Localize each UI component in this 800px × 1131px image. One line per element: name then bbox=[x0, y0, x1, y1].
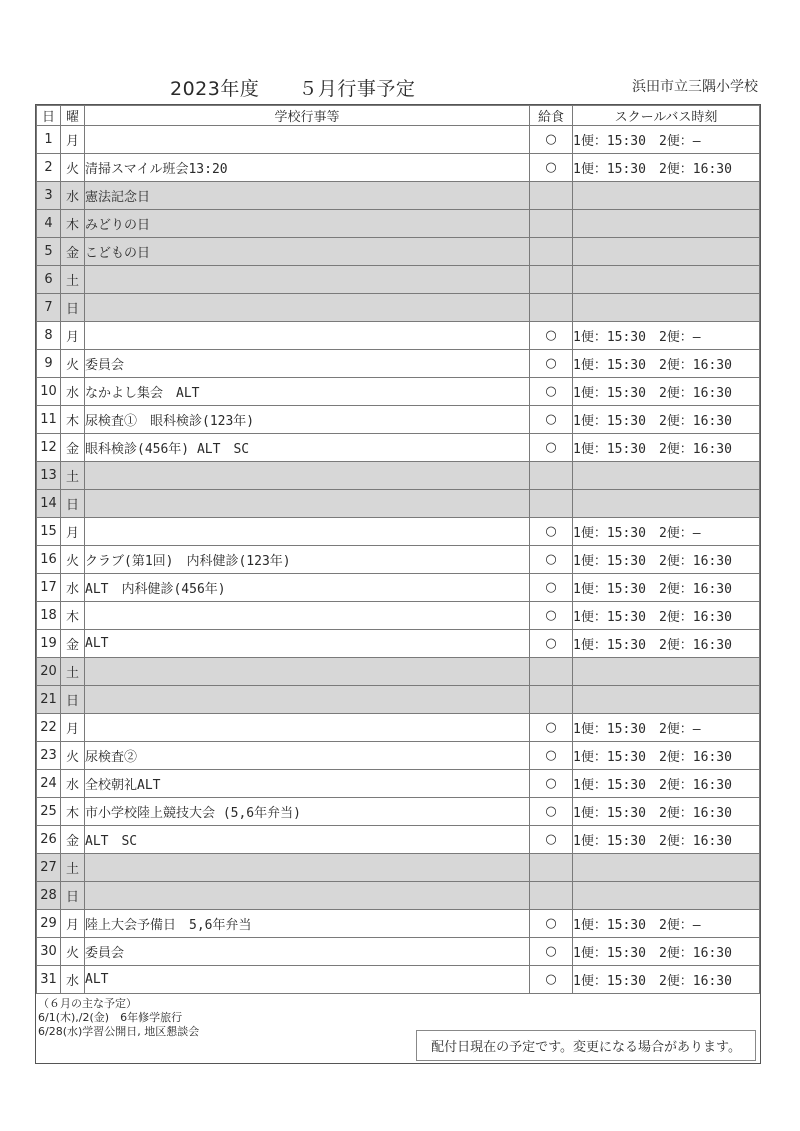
bus-time-cell: 1便：15:30 2便：16:30 bbox=[573, 154, 760, 182]
table-row bbox=[37, 518, 760, 546]
lunch-cell bbox=[530, 658, 573, 686]
lunch-cell bbox=[530, 882, 573, 910]
table-row bbox=[37, 294, 760, 322]
bus-time-cell: 1便：15:30 2便：16:30 bbox=[573, 602, 760, 630]
event-cell: 委員会 bbox=[85, 938, 530, 966]
weekday-cell: 木 bbox=[61, 602, 85, 630]
weekday-cell: 水 bbox=[61, 182, 85, 210]
bus-time-cell: 1便：15:30 2便：16:30 bbox=[573, 630, 760, 658]
event-cell: ALT bbox=[85, 630, 530, 658]
table-row bbox=[37, 266, 760, 294]
day-cell: 8 bbox=[37, 322, 61, 350]
lunch-cell: ○ bbox=[530, 602, 573, 630]
bus-time-cell: 1便：15:30 2便：16:30 bbox=[573, 826, 760, 854]
weekday-cell: 金 bbox=[61, 630, 85, 658]
weekday-cell: 火 bbox=[61, 350, 85, 378]
weekday-cell: 日 bbox=[61, 490, 85, 518]
event-cell bbox=[85, 294, 530, 322]
event-cell bbox=[85, 686, 530, 714]
weekday-cell: 日 bbox=[61, 882, 85, 910]
lunch-cell: ○ bbox=[530, 938, 573, 966]
day-cell: 28 bbox=[37, 882, 61, 910]
event-cell: なかよし集会 ALT bbox=[85, 378, 530, 406]
bus-time-cell: 1便：15:30 2便：― bbox=[573, 322, 760, 350]
event-cell: 憲法記念日 bbox=[85, 182, 530, 210]
lunch-cell: ○ bbox=[530, 350, 573, 378]
event-cell: 眼科検診(456年) ALT SC bbox=[85, 434, 530, 462]
day-cell: 13 bbox=[37, 462, 61, 490]
day-cell: 23 bbox=[37, 742, 61, 770]
event-cell bbox=[85, 602, 530, 630]
table-row bbox=[37, 938, 760, 966]
table-row bbox=[37, 126, 760, 154]
bus-time-cell: 1便：15:30 2便：16:30 bbox=[573, 938, 760, 966]
bus-time-cell: 1便：15:30 2便：16:30 bbox=[573, 378, 760, 406]
event-cell: 市小学校陸上競技大会 (5,6年弁当) bbox=[85, 798, 530, 826]
day-cell: 5 bbox=[37, 238, 61, 266]
event-cell: 清掃スマイル班会13:20 bbox=[85, 154, 530, 182]
event-cell: みどりの日 bbox=[85, 210, 530, 238]
event-cell bbox=[85, 126, 530, 154]
table-row bbox=[37, 182, 760, 210]
bus-time-cell bbox=[573, 238, 760, 266]
weekday-cell: 火 bbox=[61, 742, 85, 770]
event-cell: こどもの日 bbox=[85, 238, 530, 266]
event-cell: ALT 内科健診(456年) bbox=[85, 574, 530, 602]
lunch-cell: ○ bbox=[530, 434, 573, 462]
weekday-cell: 月 bbox=[61, 910, 85, 938]
day-cell: 17 bbox=[37, 574, 61, 602]
day-cell: 14 bbox=[37, 490, 61, 518]
table-row bbox=[37, 350, 760, 378]
table-row bbox=[37, 686, 760, 714]
bus-time-cell bbox=[573, 182, 760, 210]
lunch-cell: ○ bbox=[530, 714, 573, 742]
bus-time-cell bbox=[573, 294, 760, 322]
bus-time-cell bbox=[573, 462, 760, 490]
day-cell: 1 bbox=[37, 126, 61, 154]
bus-time-cell: 1便：15:30 2便：― bbox=[573, 126, 760, 154]
note-line: （６月の主な予定） bbox=[38, 997, 137, 1010]
weekday-cell: 月 bbox=[61, 518, 85, 546]
weekday-cell: 水 bbox=[61, 378, 85, 406]
table-row bbox=[37, 574, 760, 602]
weekday-cell: 月 bbox=[61, 322, 85, 350]
note-line: 6/28(水)学習公開日, 地区懇談会 bbox=[38, 1025, 200, 1038]
weekday-cell: 土 bbox=[61, 658, 85, 686]
weekday-cell: 木 bbox=[61, 406, 85, 434]
weekday-cell: 火 bbox=[61, 154, 85, 182]
lunch-cell: ○ bbox=[530, 322, 573, 350]
event-cell bbox=[85, 882, 530, 910]
weekday-cell: 日 bbox=[61, 294, 85, 322]
day-cell: 20 bbox=[37, 658, 61, 686]
lunch-cell bbox=[530, 266, 573, 294]
table-row bbox=[37, 966, 760, 994]
col-header-day: 日 bbox=[37, 106, 61, 126]
day-cell: 9 bbox=[37, 350, 61, 378]
bus-time-cell: 1便：15:30 2便：16:30 bbox=[573, 546, 760, 574]
table-row bbox=[37, 602, 760, 630]
weekday-cell: 木 bbox=[61, 798, 85, 826]
lunch-cell: ○ bbox=[530, 378, 573, 406]
day-cell: 6 bbox=[37, 266, 61, 294]
table-row bbox=[37, 714, 760, 742]
table-row bbox=[37, 322, 760, 350]
event-cell bbox=[85, 658, 530, 686]
bus-time-cell: 1便：15:30 2便：16:30 bbox=[573, 798, 760, 826]
bus-time-cell: 1便：15:30 2便：― bbox=[573, 518, 760, 546]
june-notes bbox=[38, 997, 199, 1039]
event-cell: 全校朝礼ALT bbox=[85, 770, 530, 798]
table-row bbox=[37, 770, 760, 798]
col-header-lunch: 給食 bbox=[530, 106, 573, 126]
weekday-cell: 水 bbox=[61, 770, 85, 798]
lunch-cell bbox=[530, 462, 573, 490]
weekday-cell: 火 bbox=[61, 938, 85, 966]
event-cell: 尿検査② bbox=[85, 742, 530, 770]
event-cell: 尿検査① 眼科検診(123年) bbox=[85, 406, 530, 434]
weekday-cell: 月 bbox=[61, 126, 85, 154]
weekday-cell: 日 bbox=[61, 686, 85, 714]
day-cell: 30 bbox=[37, 938, 61, 966]
table-row bbox=[37, 238, 760, 266]
col-header-weekday: 曜 bbox=[61, 106, 85, 126]
day-cell: 2 bbox=[37, 154, 61, 182]
day-cell: 19 bbox=[37, 630, 61, 658]
event-cell bbox=[85, 714, 530, 742]
table-row bbox=[37, 742, 760, 770]
notice-box: 配付日現在の予定です。変更になる場合があります。 bbox=[416, 1030, 756, 1061]
col-header-events: 学校行事等 bbox=[85, 106, 530, 126]
event-cell bbox=[85, 266, 530, 294]
event-cell: 委員会 bbox=[85, 350, 530, 378]
bus-time-cell bbox=[573, 266, 760, 294]
bus-time-cell: 1便：15:30 2便：16:30 bbox=[573, 434, 760, 462]
lunch-cell bbox=[530, 182, 573, 210]
bus-time-cell: 1便：15:30 2便：― bbox=[573, 714, 760, 742]
bus-time-cell: 1便：15:30 2便：16:30 bbox=[573, 770, 760, 798]
day-cell: 27 bbox=[37, 854, 61, 882]
table-header-row bbox=[37, 106, 760, 126]
event-cell bbox=[85, 854, 530, 882]
table-row bbox=[37, 854, 760, 882]
lunch-cell: ○ bbox=[530, 406, 573, 434]
lunch-cell: ○ bbox=[530, 574, 573, 602]
table-row bbox=[37, 210, 760, 238]
bus-time-cell bbox=[573, 882, 760, 910]
event-cell: ALT bbox=[85, 966, 530, 994]
event-cell bbox=[85, 490, 530, 518]
weekday-cell: 金 bbox=[61, 238, 85, 266]
event-cell bbox=[85, 462, 530, 490]
lunch-cell: ○ bbox=[530, 770, 573, 798]
bus-time-cell bbox=[573, 854, 760, 882]
bus-time-cell: 1便：15:30 2便：16:30 bbox=[573, 966, 760, 994]
lunch-cell: ○ bbox=[530, 518, 573, 546]
weekday-cell: 土 bbox=[61, 854, 85, 882]
weekday-cell: 火 bbox=[61, 546, 85, 574]
table-row bbox=[37, 490, 760, 518]
table-row bbox=[37, 658, 760, 686]
lunch-cell bbox=[530, 238, 573, 266]
lunch-cell: ○ bbox=[530, 826, 573, 854]
lunch-cell: ○ bbox=[530, 546, 573, 574]
weekday-cell: 金 bbox=[61, 434, 85, 462]
day-cell: 7 bbox=[37, 294, 61, 322]
day-cell: 16 bbox=[37, 546, 61, 574]
table-row bbox=[37, 826, 760, 854]
weekday-cell: 土 bbox=[61, 266, 85, 294]
table-row bbox=[37, 462, 760, 490]
lunch-cell: ○ bbox=[530, 742, 573, 770]
day-cell: 22 bbox=[37, 714, 61, 742]
event-cell bbox=[85, 322, 530, 350]
footer-area bbox=[36, 994, 760, 1072]
day-cell: 21 bbox=[37, 686, 61, 714]
day-cell: 25 bbox=[37, 798, 61, 826]
schedule-table bbox=[36, 105, 760, 994]
bus-time-cell bbox=[573, 686, 760, 714]
day-cell: 18 bbox=[37, 602, 61, 630]
day-cell: 31 bbox=[37, 966, 61, 994]
day-cell: 3 bbox=[37, 182, 61, 210]
table-row bbox=[37, 434, 760, 462]
event-cell: 陸上大会予備日 5,6年弁当 bbox=[85, 910, 530, 938]
table-row bbox=[37, 406, 760, 434]
day-cell: 29 bbox=[37, 910, 61, 938]
table-row bbox=[37, 882, 760, 910]
weekday-cell: 金 bbox=[61, 826, 85, 854]
event-cell: クラブ(第1回) 内科健診(123年) bbox=[85, 546, 530, 574]
bus-time-cell bbox=[573, 210, 760, 238]
event-cell: ALT SC bbox=[85, 826, 530, 854]
table-row bbox=[37, 630, 760, 658]
bus-time-cell: 1便：15:30 2便：16:30 bbox=[573, 574, 760, 602]
lunch-cell: ○ bbox=[530, 910, 573, 938]
note-line: 6/1(木),/2(金) 6年修学旅行 bbox=[38, 1011, 183, 1024]
weekday-cell: 土 bbox=[61, 462, 85, 490]
day-cell: 24 bbox=[37, 770, 61, 798]
lunch-cell bbox=[530, 490, 573, 518]
table-row bbox=[37, 378, 760, 406]
bus-time-cell: 1便：15:30 2便：16:30 bbox=[573, 406, 760, 434]
lunch-cell: ○ bbox=[530, 966, 573, 994]
page-title: 2023年度 ５月行事予定 bbox=[170, 78, 416, 100]
schedule-sheet bbox=[35, 104, 761, 1064]
lunch-cell: ○ bbox=[530, 154, 573, 182]
day-cell: 26 bbox=[37, 826, 61, 854]
bus-time-cell bbox=[573, 490, 760, 518]
event-cell bbox=[85, 518, 530, 546]
weekday-cell: 水 bbox=[61, 966, 85, 994]
day-cell: 10 bbox=[37, 378, 61, 406]
table-row bbox=[37, 546, 760, 574]
weekday-cell: 月 bbox=[61, 714, 85, 742]
bus-time-cell bbox=[573, 658, 760, 686]
table-row bbox=[37, 154, 760, 182]
table-row bbox=[37, 910, 760, 938]
day-cell: 11 bbox=[37, 406, 61, 434]
table-row bbox=[37, 798, 760, 826]
day-cell: 12 bbox=[37, 434, 61, 462]
lunch-cell bbox=[530, 854, 573, 882]
weekday-cell: 水 bbox=[61, 574, 85, 602]
col-header-bus: スクールバス時刻 bbox=[573, 106, 760, 126]
weekday-cell: 木 bbox=[61, 210, 85, 238]
lunch-cell bbox=[530, 686, 573, 714]
bus-time-cell: 1便：15:30 2便：16:30 bbox=[573, 742, 760, 770]
lunch-cell: ○ bbox=[530, 798, 573, 826]
lunch-cell: ○ bbox=[530, 630, 573, 658]
bus-time-cell: 1便：15:30 2便：― bbox=[573, 910, 760, 938]
school-name: 浜田市立三隅小学校 bbox=[632, 79, 758, 95]
lunch-cell: ○ bbox=[530, 126, 573, 154]
day-cell: 15 bbox=[37, 518, 61, 546]
day-cell: 4 bbox=[37, 210, 61, 238]
bus-time-cell: 1便：15:30 2便：16:30 bbox=[573, 350, 760, 378]
lunch-cell bbox=[530, 210, 573, 238]
lunch-cell bbox=[530, 294, 573, 322]
